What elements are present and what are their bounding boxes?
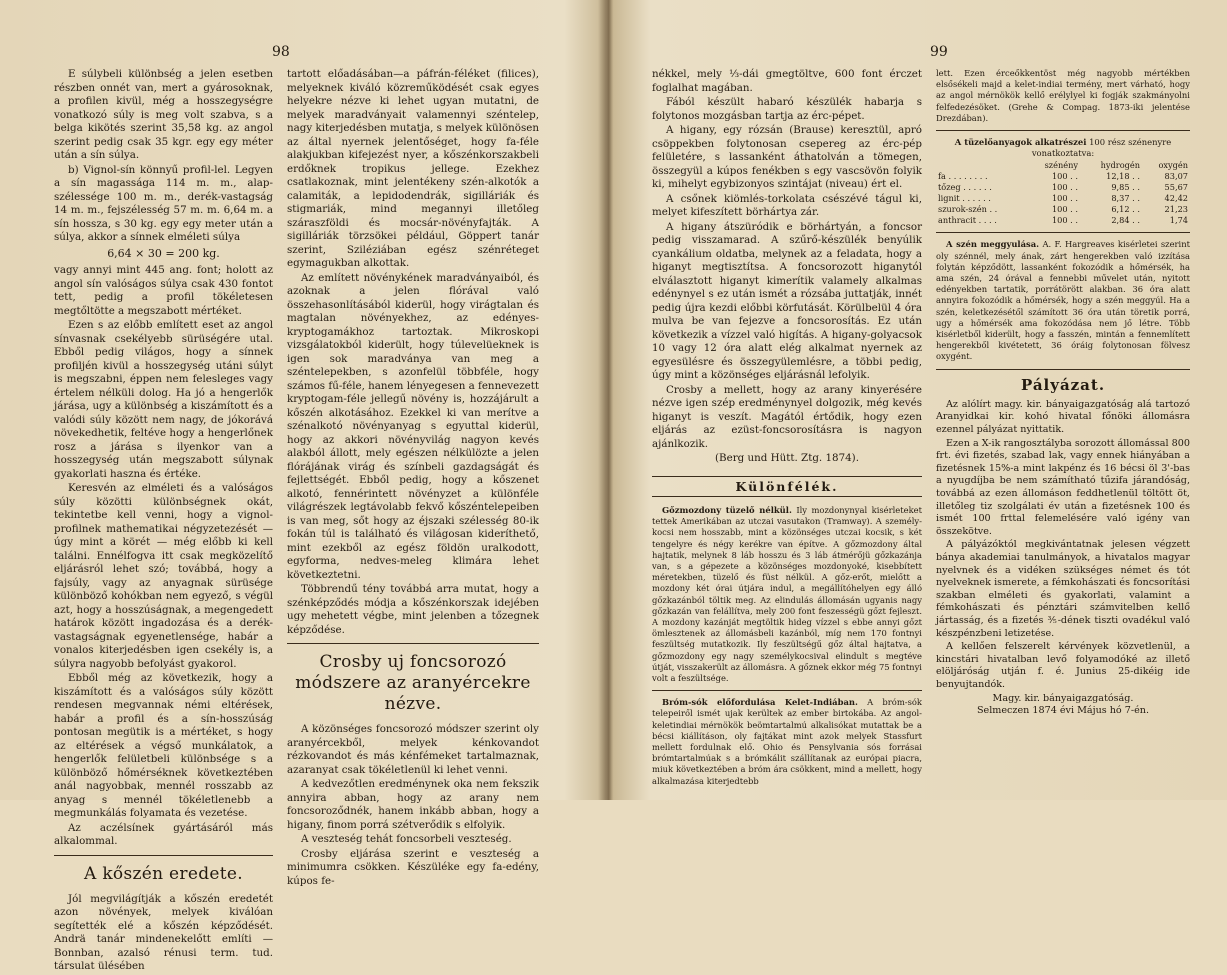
table-cell: 83,07	[1164, 171, 1188, 182]
article-heading: Crosby uj foncsorozó módszere az aranyércekre nézve.	[295, 652, 531, 714]
table-cell: 9,85 . .	[1111, 182, 1140, 193]
paragraph: A pályázóktól megkivántatnak jelesen végzett bánya akademiai tanulmányok, a hivatalos magyar nyelvnek és a vidéken szükséges német és tót nyelveknek ismerete, a fémkohászati és foncsorítási szakban elméleti és gyakorlati, valamint a fémkohászati és pénztári számvitelben kellő jártasság, és a fizetés ⅗-dének tiszti ovadékul való készpénzbeni letizetése.	[936, 539, 1190, 639]
news-item-locomotive	[652, 505, 922, 787]
table-cell: 8,37 . .	[1111, 193, 1140, 204]
table-row	[936, 215, 1190, 226]
paragraph: b) Vignol-sín könnyű profil-lel. Legyen a sín magassága 114 m. m., alap-szélessége 100 m. m., derék-vastagság 14 m. m., fejszélesség 57 m. m. 6,64 m. a sín hossza, s 30 kg. egy egy meter után a súlya, akkor a sínnek elméleti súlya	[54, 163, 273, 243]
paragraph: Az aczélsínek gyártásáról más alkalommal.	[54, 821, 273, 847]
paragraph: Crosby a mellett, hogy az arany kinyerésére nézve igen szép eredménynyel dolgozik, még kevés higanyt is veszít. Magától értődik, hogy ezen eljárás az ezüst-foncsorosításra is nagyon ajánlkozik.	[652, 383, 922, 450]
news-title: Bróm-sók előfordulása Kelet-Indiában.	[662, 697, 858, 708]
paragraph: A higany átszüródik e börhártyán, a foncsor pedig visszamarad. A szűrő-készülék benyúlik cyankálium oldatba, melynek az a feladata, hogy a higanyt megtisztítsa. A foncsorozott higanytól elválasztott higanyt kimerítik valamely alkalmas edénynyel s ez után ismét a rózsába juttatják, innét pedig újra kezdi előbbi körfutását. Körülbelül 4 óra mulva be van fejezve a foncsorosítás. Ez után következik a vízzel való higítás. A higany-golyacsok 10 vagy 12 óra alatt elég alkalmat nyernek az egyesülésre és összegyülemlésre, a többi pedig, úgy mint a közönséges eljárásnál lefolyik.	[652, 220, 922, 381]
paragraph: tartott előadásában—a páfrán-féléket (filices), melyeknek kiváló közreműködését csak egyes helyekre nézve ki lehet ugyan mutatni, de melyek maradványait valamennyi széntelep, nagy kiterjedésben mutatja, s melyek különösen az által nyernek jelentőséget, hogy fa-féle alakjukban kifejezést nyer, a kőszénkorszakbeli erdőknek tropikus jellege. Ezekhez csatlakoznak, mint jelentékeny szén-alkotók a calamiták, a lepidodendrák, sigilláriák és stigmariák, mind megannyi illetőleg száraszföldi és mocsár-növényfajták. A sigilláriák törzsökei például, Göppert tanár szerint, Sziléziában egész szénréteget egymagukban alkottak.	[287, 68, 540, 269]
paragraph: Ezen s az előbb említett eset az angol sínvasnak csekélyebb sürüségére utal. Ebből pedig világos, hogy a sínnek profiljén kivül a hosszegység utáni súlyt is megszabni, éppen nem felesleges vagy értelem nélküli dolog. Ha jó a hengerlők járása, ugy a különbség a kiszámított és a valódi súly között nem nagy, de jókorává növekedhetik, feltéve hogy a hengerlőnek rosz a járása s ilyenkor van a hosszegység után megszabott súlynak gyakorlati haszna és értéke.	[54, 319, 273, 480]
paragraph: A veszteség tehát foncsorbeli veszteség.	[301, 833, 512, 845]
divider	[652, 690, 922, 691]
paragraph: A közönséges foncsorozó módszer szerint oly aranyércekből, melyek kénkovandot rézkovandot és más kénfémeket tartalmaznak, azaranyat csak tökéletlenül ki lehet venni.	[287, 723, 539, 776]
article-heading: A kőszén eredete.	[84, 863, 243, 884]
fuel-composition-table	[936, 160, 1190, 226]
table-header-row	[936, 160, 1190, 171]
paragraph: Fából készült habaró készülék habarja s folytonos mozgásban tartja az érc-pépet.	[652, 96, 922, 122]
right-page-column-1	[652, 68, 922, 788]
signature-line: Magy. kir. bányaigazgatóság.	[992, 692, 1134, 704]
right-page-column-2	[936, 68, 1190, 718]
table-cell: 1,74	[1169, 215, 1188, 226]
news-body: A. F. Hargreaves kisérletei szerint oly szénnél, mely ának, zárt hengerekben való izzítása folytán képződött, lassanként fokozódik a hőmérsék, ha ama szén, 24 órával a fennebbi művelet után, nyitott edényekben tartatik, porrátörött alakban. 36 óra alatt annyira fokozódik a hőmérsék, hogy a szén meggyúl. Ha a szén, keletkezésétől számított 36 óra után töretik porrá, ugy a hőmérsék ama fokozódása nem jő létre. Több kisérletből kiderült, hogy a fasszén, mintán a fennemlített hengerekből kivétetett, 36 óráig folytonosan fölvesz oxygént.	[936, 239, 1190, 362]
paragraph: Az alólírt magy. kir. bányaigazgatóság alá tartozó Aranyidkai kir. kohó hivatal főnöki állomásra ezennel pályázat nyittatik.	[936, 398, 1190, 436]
news-body: A bróm-sók telepeiről ismét ujak kerültek az ember birtokába. Az angol-keletindiai mérnökök beömtartalmú alkalisókat mutattak be a bécsi kiállításon, oly fajtákat mint azok melyek Stassfurt mellett fordulnak elő. Ohio és Pensylvania sós forrásai brómtartalmúak s a brómkálit szállítanak az európai piacra, miuk következtében a bróm ára csökkent, mind a mellett, hogy alkalmazása kiterjedtebb	[652, 697, 923, 786]
paragraph: nékkel, mely ⅓-dái gmegtöltve, 600 font érczet foglalhat magában.	[652, 68, 922, 94]
table-cell: lignit . . . . . .	[938, 193, 991, 204]
page-number-right: 99	[930, 44, 948, 60]
section-title: Különfélék.	[652, 476, 922, 498]
table-cell: 12,18 . .	[1106, 171, 1140, 182]
paragraph: lett. Ezen érceőkkentöst még nagyobb mértékben elsősékeli majd a kelet-indiai termény, mert várható, hogy az angol mérnökök kellő erélylyel ki fogják szakmányolni felfedezésöket. (Grehe & Compag. 1873-iki jelentése Drezdában).	[936, 68, 1190, 123]
announcement-title: Pályázat.	[1020, 375, 1106, 394]
paragraph: Crosby eljárása szerint e veszteség a minimumra csökken. Készüléke egy fa-edény, kúpos fe-	[287, 847, 539, 887]
reference: (Berg und Hütt. Ztg. 1874).	[715, 452, 859, 464]
paragraph: Jól megvilágítják a kőszén eredetét azon növények, melyek kiválóan segítették elé a kőszén képződését. Andrä tanár mindenekelőtt említi — Bonnban, azalsó rénusi term. tud. társulat ülésében	[54, 892, 273, 972]
divider	[936, 232, 1190, 233]
table-cell: 55,67	[1164, 182, 1188, 193]
divider	[936, 130, 1190, 131]
page-number-left: 98	[272, 44, 290, 60]
table-cell: 100 . .	[1051, 215, 1078, 226]
paragraph: A kedvezőtlen eredménynek oka nem fekszik annyira abban, hogy az arany nem foncsoroződnék, hanem inkább abban, hogy a higany, finom porrá szétverődik s elfolyik.	[287, 778, 539, 831]
paragraph: Ezen a X-ik rangosztályba sorozott állomással 800 frt. évi fizetés, szabad lak, vagy ennek hiányában a fizetésnek 15%-a mint lakpénz és 16 bécsi öl 3'-bas a nyugdíjba be nem számítható tűzifa járandóság, továbbá az ezen állomáson feddhetlenül töltött öt, illetőleg tiz szolgálati év után a fizetésnek 100 és ismét 100 frttal felemelésére való igény van összekötve.	[936, 437, 1190, 537]
table-cell: 100 . .	[1051, 182, 1078, 193]
table-row	[936, 204, 1190, 215]
divider	[54, 855, 273, 856]
paragraph: Többrendű tény továbbá arra mutat, hogy a szénképződés módja a kőszénkorszak idejében ugy mehetett végbe, mint jelenben a tőzegnek képződése.	[287, 583, 539, 636]
table-header	[936, 160, 1027, 171]
news-body: Ily mozdonynyal kisérleteket tettek Amerikában az utczai vasutakon (Tramway). A személy-kocsi nem hosszabb, mint a közönséges utczai kocsik, s két tengelyre és négy kerékre van építve. A gőzmozdony által hajtatik, melynek 8 láb hosszu és 3 láb átmérőjü gőzkazánja van, s a gépezete a közönséges mozdonyoké, kisebbített méretekben, tüzelő és füst nélkül. A gőz-erőt, mielőtt a mozdony két órai útjára indul, a megállítóhelyen egy álló gőzkazánból töltik meg. Az elindulás állomásán ugyanis nagy gőzkazán van felállítva, mely 200 font feszességü gőzt fejleszt. A mozdony kazánját megtöltik hideg vízzel s ebbe annyi gőzt ömlesztenek az állomásbeli kazánból, míg nem 170 fontnyi feszültség mutatkozik. Ily feszültségű gőz által hajtatva, a gőzmozdony egy nagy személykocsival elindult s megtéve útját, visszakerült az állomásra. A gőznek ekkor még 75 fontnyi volt a feszültsége.	[652, 505, 922, 684]
divider	[287, 643, 539, 644]
paragraph: Az említett növénykének maradványaiból, és azoknak a jelen flórával való összehasonlításából kiderül, hogy virágtalan és magtalan növényekhez, az edényes-kryptogamákhoz tartoztak. Mikroskopi vizsgálatokból kiderült, hogy túlevelüeknek is igen sok maradványa van meg a széntelepekben, s azonfelül többféle, hogy számos fű-féle, hanem lényegesen a fennevezett kryptogam-féle jellegű növény is, hozzájárult a kőszén alkotásához. Ezekkel ki van merítve a szénalkotó növényanyag s egyuttal kiderül, hogy az akkori növényvilág nagyon kevés alakból állott, mely egészen nélkülözte a jelen flórájának virág és színbeli gazdagságát és fejlettségét. Ebből pedig, hogy a kőszenet alkotó, fennérintett növényzet a különféle világrészek legtávolabb fekvő kőszéntelepeiben is van meg, sőt hogy az éjszaki szélesség 80-ik fokán túl is található és világosan kideríthető, mint ezekből az egész földön uralkodott, egyforma, nedves-meleg klimára lehet következtetni.	[287, 271, 539, 581]
gutter	[598, 0, 612, 800]
table-row	[936, 182, 1190, 193]
table-cell: szurok-szén . .	[938, 204, 998, 215]
news-title: Gőzmozdony tüzelő nélkül.	[662, 505, 792, 515]
table-row	[936, 193, 1190, 204]
table-subtitle: 100 rész szénenyre vonatkoztatva:	[1031, 137, 1172, 159]
signature-date: Selmeczen 1874 évi Május hó 7-én.	[976, 705, 1150, 717]
divider	[936, 369, 1190, 370]
paragraph: E súlybeli különbség a jelen esetben részben onnét van, mert a gyárosoknak, a profilen kivül, még a hosszegységre vonatkozó súly is meg volt szabva, s a belga kikötés szerint 35,58 kg. az angol szerint pedig csak 35 kgr. egy egy méter után a sín súlya.	[54, 68, 273, 161]
paragraph: vagy annyi mint 445 ang. font; holott az angol sín valóságos súlya csak 430 fontot tett, pedig a profil tökéletesen megtőltötte a megszabott mértéket.	[54, 264, 273, 317]
formula: 6,64 × 30 = 200 kg.	[107, 246, 220, 260]
news-title: A szén meggyulása.	[946, 239, 1040, 250]
paragraph: Keresvén az elméleti és a valóságos súly közötti különbségnek okát, tekintetbe kell venni, hogy a vignol-profilnek mathematikai négyzetezését — úgy mint a körét — még előbb ki kell találni. Ennélfogva itt csak megközelítő eljárásról lehet szó; továbbá, hogy a fajsúly, vagy az anyagnak sürüsége különböző kohókban nem egyező, s végül azt, hogy a hosszúságnak, a megengedett határok között ingadozása és a derék-vastagságnak egyenetlensége, habár a vonalos kiterjedésben igen csekély is, a súlyra nagyobb befolyást gyakorol.	[54, 482, 273, 670]
left-page-column-2	[287, 68, 539, 889]
table-cell: 21,23	[1164, 204, 1188, 215]
table-header: szénény	[1044, 160, 1078, 171]
table-header: hydrogén	[1100, 160, 1140, 171]
table-header: oxygén	[1158, 160, 1188, 171]
left-page-column-1	[54, 68, 273, 975]
paragraph: A higany, egy rózsán (Brause) keresztül, apró csöppekben folytonosan csepereg az érc-pép felületére, s lassanként áthatolván a tömegen, összegyül a kúpos fenékben s egy vascsövön folyik ki, mihelyt egybizonyos szintájat (niveau) ért el.	[652, 124, 922, 190]
table-cell: 2,84 . .	[1111, 215, 1140, 226]
table-cell: 100 . .	[1051, 193, 1078, 204]
table-cell: 100 . .	[1051, 171, 1078, 182]
table-cell: anthracit . . . .	[938, 215, 997, 226]
table-title: A tüzelőanyagok alkatrészei	[954, 137, 1087, 148]
table-cell: 6,12 . .	[1111, 204, 1140, 215]
table-cell: tőzeg . . . . . .	[938, 182, 992, 193]
table-cell: 42,42	[1164, 193, 1188, 204]
table-cell: 100 . .	[1051, 204, 1078, 215]
announcement-body	[936, 399, 1190, 718]
paragraph: A kellően felszerelt kérvények közvetlenül, a kincstári hivatalban levő folyamodóké az illető elöljáróság utján f. é. Junius 25-dikéig ide benyujtandók.	[936, 641, 1190, 690]
table-cell: fa . . . . . . . .	[938, 171, 988, 182]
paragraph: A csőnek kiömlés-torkolata csészévé tágul ki, melyet kifeszített börhártya zár.	[652, 192, 922, 218]
table-row	[936, 171, 1190, 182]
paragraph: Ebből még az következik, hogy a kiszámított és a valóságos súly között rendesen megvannak némi eltérések, habár a profil és a sín-hosszúság pontosan megütik is a mértéket, s hogy az eltérések a végső munkálatok, a hengerlők felületbeli különbsége s a különböző hőmérséknek következtében anál nagyobbak, mennél rosszabb az anyag s mennél tökéletlenebb a megmunkálás folyamata és vezetése.	[54, 672, 273, 819]
